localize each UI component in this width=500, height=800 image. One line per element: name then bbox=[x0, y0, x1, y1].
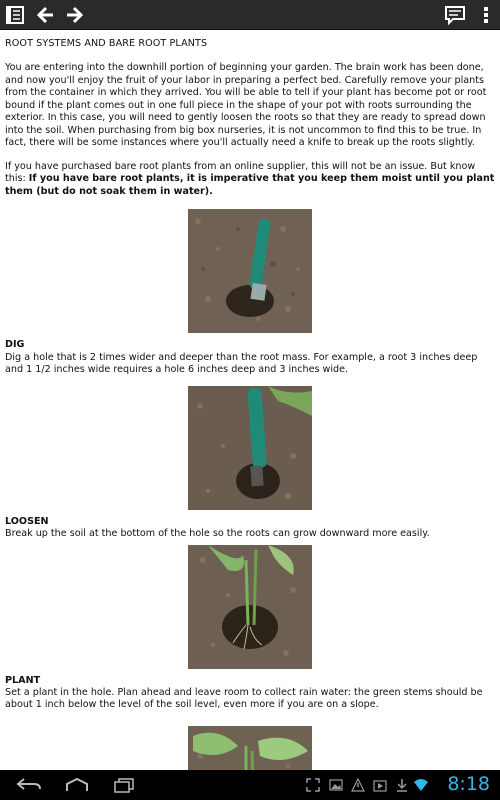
bare-root-paragraph bbox=[5, 161, 495, 198]
article-title: ROOT SYSTEMS AND BARE ROOT PLANTS bbox=[5, 38, 208, 49]
arrow-left-icon[interactable] bbox=[34, 3, 58, 27]
wifi-icon bbox=[412, 776, 430, 794]
status-clock: 8:18 bbox=[447, 773, 490, 795]
bare-root-warning: If you have bare root plants, it is imperative that you keep them moist until you plant them (but do not soak them in water). bbox=[5, 173, 495, 197]
step-heading-loosen: LOOSEN bbox=[5, 515, 49, 527]
plant-photo bbox=[188, 545, 312, 669]
warning-notification-icon bbox=[350, 776, 366, 794]
loosen-photo bbox=[188, 386, 312, 510]
play-store-icon bbox=[372, 776, 388, 794]
overflow-dots-icon[interactable] bbox=[478, 3, 494, 27]
image-notification-icon bbox=[328, 776, 344, 794]
bare-root-text: If you have purchased bare root plants from an online supplier, this will not be an issue. But know this: bbox=[5, 160, 476, 185]
app-toolbar bbox=[0, 0, 500, 30]
intro-paragraph: You are entering into the downhill portion of beginning your garden. The brain work has been done, and now you'll enjoy the fruit of your labor in preparing a perfect bed. Carefully remove your plants from the container in which they arrived. You will be able to tell if your plant has become pot or root bound if the plant comes out in one full piece in the shape of your pot with roots surrounding the exterior. In this case, you will need to gently loosen the roots so that they are ready to spread down into the soil. When purchasing from big box nurseries, it is not uncommon to find this to be true. In fact, there will be some instances where you'll actually need a knife to break up the roots slightly. bbox=[5, 62, 487, 149]
step-heading-dig: DIG bbox=[5, 339, 25, 351]
download-icon bbox=[394, 776, 410, 794]
back-nav-icon[interactable] bbox=[14, 776, 44, 794]
system-bar bbox=[0, 770, 500, 800]
home-nav-icon[interactable] bbox=[62, 776, 92, 794]
step-text-loosen: Break up the soil at the bottom of the hole so the roots can grow downward more easily. bbox=[5, 528, 430, 540]
step-text-dig: Dig a hole that is 2 times wider and deeper than the root mass. For example, a root 3 inches deep and 1 1/2 inches wide requires a hole 6 inches deep and 3 inches wide. bbox=[5, 351, 478, 376]
book-list-icon[interactable] bbox=[3, 3, 27, 27]
dig-photo bbox=[188, 209, 312, 333]
step-heading-plant: PLANT bbox=[5, 674, 41, 686]
recent-apps-icon[interactable] bbox=[110, 776, 140, 794]
speech-bubble-icon[interactable] bbox=[442, 3, 468, 27]
arrow-right-icon[interactable] bbox=[62, 3, 86, 27]
fullscreen-icon bbox=[305, 776, 321, 794]
step-text-plant: Set a plant in the hole. Plan ahead and leave room to collect rain water: the green stems should be about 1 inch below the level of the soil level, even more if you are on a slope. bbox=[5, 686, 483, 711]
article-content[interactable] bbox=[0, 30, 500, 770]
planted-photo bbox=[188, 726, 312, 770]
